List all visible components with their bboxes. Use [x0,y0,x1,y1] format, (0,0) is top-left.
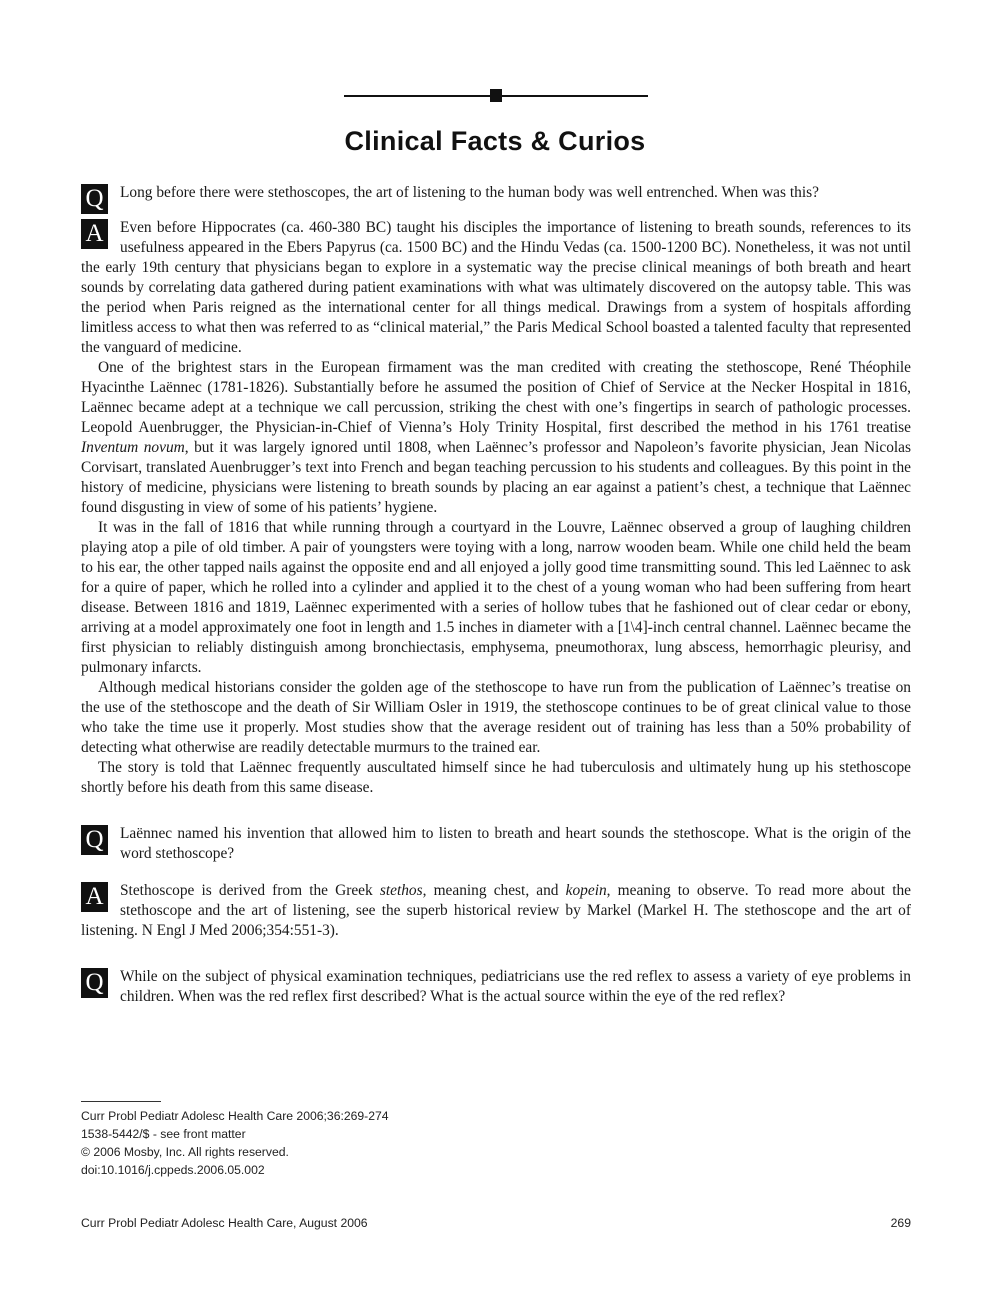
question-badge: Q [81,968,108,998]
answer-1-paragraph-5: The story is told that Laënnec frequently auscultated himself since he had tuberculosis and ultimately hung up his stethoscope shortly before his death from this same disease. [81,759,911,796]
answer-badge: A [81,219,108,249]
footnote-rule [81,1101,161,1102]
question-2-text: Laënnec named his invention that allowed him to listen to breath and heart sounds the stethoscope. What is the origin of the word stethoscope? [120,825,911,862]
question-badge: Q [81,825,108,855]
answer-2-text: Stethoscope is derived from the Greek stethos, meaning chest, and kopein, meaning to observe. To read more about the stethoscope and the art of listening, see the superb historical review by Markel (Markel H. The stethoscope and the art of listening. N Engl J Med 2006;354:551-3). [81,882,912,939]
footnote-citation: Curr Probl Pediatr Adolesc Health Care 2006;36:269-274 [81,1109,389,1123]
answer-badge: A [81,882,108,912]
question-1-text: Long before there were stethoscopes, the art of listening to the human body was well entrenched. When was this? [120,184,819,201]
answer-1-paragraph-4: Although medical historians consider the golden age of the stethoscope to have run from the publication of Laënnec’s treatise on the use of the stethoscope and the death of Sir William Osler in 1919, the stethoscope continues to be of great clinical value to those who take the time use it properly. Most studies show that the average resident out of training has less than a 50% probability of detecting what otherwise are readily detectable murmurs to the trained ear. [81,679,911,756]
question-badge: Q [81,184,108,214]
footnote-issn: 1538-5442/$ - see front matter [81,1127,246,1141]
answer-1-paragraph-3: It was in the fall of 1816 that while running through a courtyard in the Louvre, Laënnec observed a group of laughing children playing atop a pile of old timber. A pair of youngsters were toying with a long, narrow wooden beam. While one child held the beam to his ear, the other tapped nails against the opposite end and all enjoyed a jolly good time transmitting sound. This led Laënnec to ask for a quire of paper, which he rolled into a cylinder and applied it to the chest of a young woman who had been suffering from heart disease. Between 1816 and 1819, Laënnec experimented with a series of hollow tubes that he fashioned out of clear cedar or ebony, arriving at a model approximately one foot in length and 1.5 inches in diameter with a [1\4]-inch central channel. Laënnec became the first physician to reliably distinguish among bronchiectasis, emphysema, pneumothorax, lung abscess, hemorrhagic pleurisy, and pulmonary infarcts. [81,519,911,676]
answer-2 [81,881,911,941]
ornament-square [490,89,502,102]
running-footer-journal: Curr Probl Pediatr Adolesc Health Care, August 2006 [81,1216,368,1230]
ornament-line-left [344,95,490,97]
question-2 [81,824,911,864]
running-footer [81,1216,911,1230]
answer-1-paragraph-1: Even before Hippocrates (ca. 460-380 BC) taught his disciples the importance of listening to breath sounds, references to its usefulness appeared in the Ebers Papyrus (ca. 1500 BC) and the Hindu Vedas (ca. 1500-1200 BC). Nonetheless, it was not until the early 19th century that physicians began to explore in a systematic way the precise clinical meanings of both breath and heart sounds by correlating data gathered during patient examinations with what was ultimately discovered on the autopsy table. This was the period when Paris reigned as the international center for all things medical. Drawings from a system of hospitals affording limitless access to what then was referred to as “clinical material,” the Paris Medical School boasted a talented faculty that represented the vanguard of medicine. [81,219,911,356]
question-3 [81,967,911,1007]
footnote-copyright: © 2006 Mosby, Inc. All rights reserved. [81,1145,289,1159]
footnotes [81,1107,389,1179]
page-number: 269 [890,1216,911,1230]
footnote-doi: doi:10.1016/j.cppeds.2006.05.002 [81,1163,265,1177]
question-1 [81,183,911,214]
title-ornament [344,89,648,103]
answer-1 [81,218,911,798]
answer-1-paragraph-2: One of the brightest stars in the European firmament was the man credited with creating the stethoscope, René Théophile Hyacinthe Laënnec (1781-1826). Substantially before he assumed the position of Chief of Service at the Necker Hospital in 1816, Laënnec became adept at a technique we call percussion, striking the chest with one’s fingertips in search of pathologic processes. Leopold Auenbrugger, the Physician-in-Chief of Vienna’s Holy Trinity Hospital, first described the method in his 1761 treatise Inventum novum, but it was largely ignored until 1808, when Laënnec’s professor and Napoleon’s favorite physician, Jean Nicolas Corvisart, translated Auenbrugger’s text into French and began teaching percussion to his students and colleagues. By this point in the history of medicine, physicians were listening to breath sounds by placing an ear against a patient’s chest, a technique that Laënnec found disgusting in view of some of his patients’ hygiene. [81,359,911,516]
question-3-text: While on the subject of physical examination techniques, pediatricians use the red reflex to assess a variety of eye problems in children. When was the red reflex first described? What is the actual source within the eye of the red reflex? [120,968,911,1005]
page-title: Clinical Facts & Curios [344,126,646,156]
ornament-line-right [502,95,648,97]
